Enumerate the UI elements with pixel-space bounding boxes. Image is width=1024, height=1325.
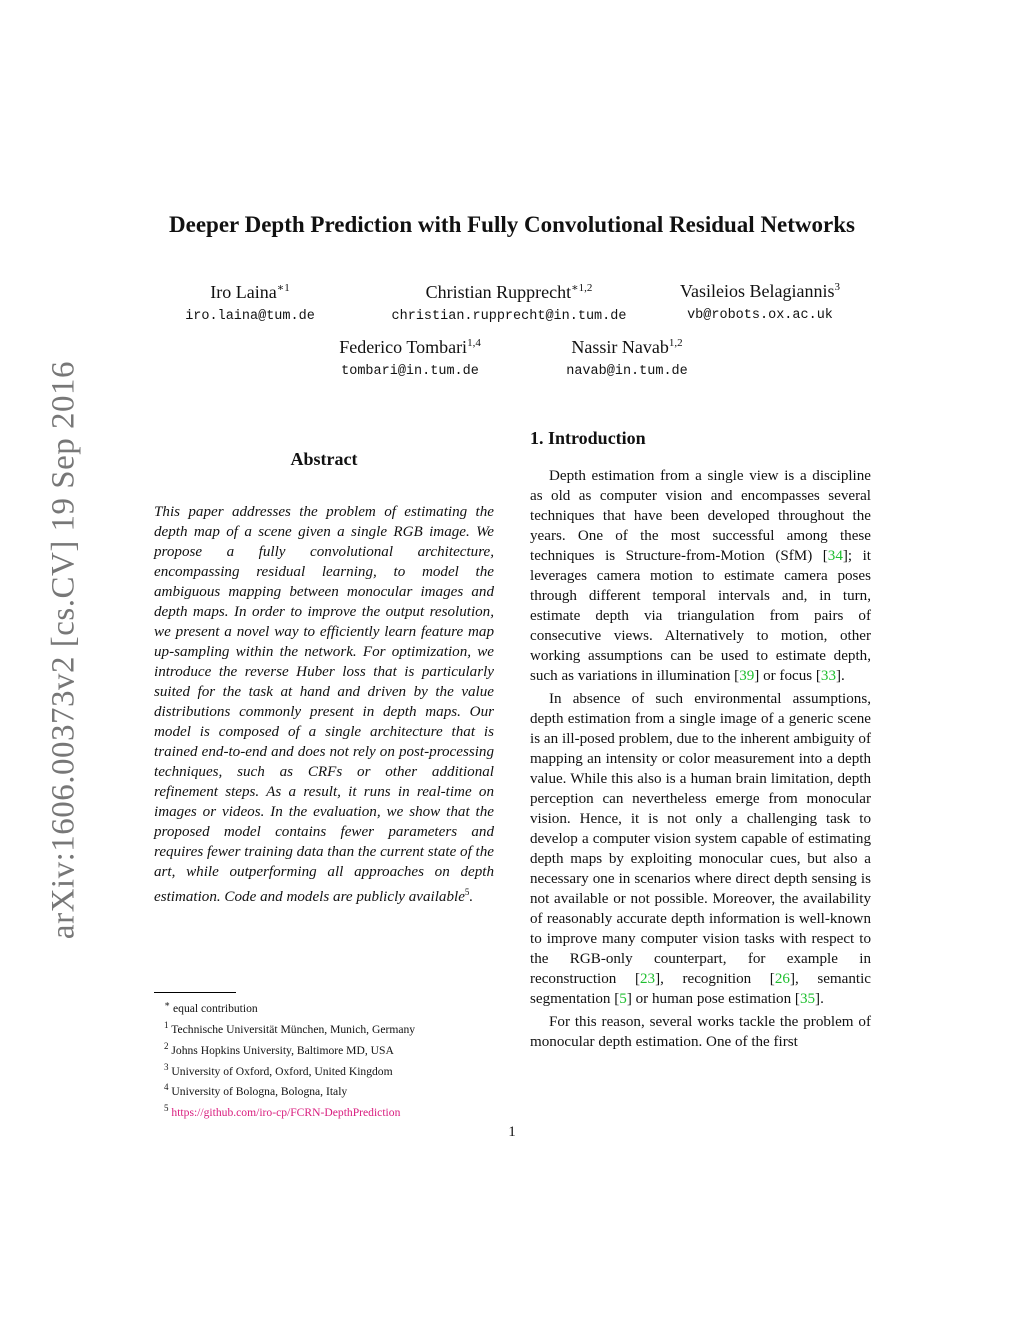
footnote: ∗ equal contribution [164, 999, 258, 1015]
abstract-text: This paper addresses the problem of estimating the depth map of a scene given a single RGB image. We propose a fully convolutional architecture, encompassing residual learning, to model the ambiguous mapping between monocular images and depth maps. In order to improve the output resolution, we present a novel way to efficiently learn feature map up-sampling within the network. For optimization, we introduce the reverse Huber loss that is particularly suited for the task at hand and driven by the value distributions commonly present in depth maps. Our model is composed of a single architecture that is trained end-to-end and does not rely on post-processing techniques, such as CRFs or other additional refinement steps. As a result, it runs in real-time on images or videos. In the evaluation, we show that the proposed model contains fewer parameters and requires fewer training data than the current state of the art, while outperforming all approaches on depth estimation. Code and models are publicly available$^5$. [154, 504, 494, 906]
citation-link[interactable]: 35 [799, 991, 816, 1007]
footnote: $^2$ Johns Hopkins University, Baltimore MD, USA [164, 1040, 394, 1057]
author-block-3 [650, 281, 870, 323]
author-block-5 [527, 337, 727, 379]
introduction-body [530, 466, 871, 1055]
paragraph: For this reason, several works tackle the problem of monocular depth estimation. One of the first [530, 1014, 871, 1050]
footnote-ref[interactable]: 5 [464, 887, 470, 897]
footnote: $^1$ Technische Universität München, Munich, Germany [164, 1019, 416, 1036]
author-email[interactable]: navab@in.tum.de [566, 364, 688, 379]
citation-link[interactable]: 33 [820, 668, 837, 684]
paragraph: In absence of such environmental assumptions, depth estimation from a single image of a generic scene is an ill-posed problem, due to the inherent ambiguity of mapping an intensity or color measurement into a depth value. While this also is a human brain limitation, depth perception can nevertheless emerge from monocular vision. Hence, it is not only a challenging task to develop a computer vision system capable of estimating depth maps by exploiting monocular cues, but also a necessary one in scenarios where direct depth sensing is not available or not possible. Moreover, the availability of reasonably accurate depth information is well-known to improve many computer vision tasks with respect to the RGB-only counterpart, for example in reconstruction [23], recognition [26], semantic segmentation [5] or human pose estimation [35]. [530, 691, 871, 1007]
author-name: Federico Tombari$^{1,4}$ [339, 337, 481, 357]
author-email[interactable]: christian.rupprecht@in.tum.de [391, 309, 627, 324]
paragraph: Depth estimation from a single view is a discipline as old as computer vision and encompasses several techniques that have been developed throughout the years. One of the most successful among these techniques is Structure-from-Motion (SfM) [34]; it leverages camera motion to estimate camera poses through different temporal intervals and, in turn, estimate depth via triangulation from pairs of consecutive views. Alternatively to motion, other working assumptions can be used to estimate depth, such as variations in illumination [39] or focus [33]. [530, 468, 871, 684]
footnotes [164, 996, 494, 1121]
author-name: Iro Laina$^{∗1}$ [210, 282, 290, 302]
paper-title: Deeper Depth Prediction with Fully Convolutional Residual Networks [169, 212, 855, 237]
footnote: $^5$ https://github.com/iro-cp/FCRN-DepthPrediction [164, 1103, 401, 1120]
footnote: $^4$ University of Bologna, Bologna, Italy [164, 1082, 348, 1099]
author-email[interactable]: tombari@in.tum.de [341, 364, 479, 379]
code-link[interactable]: https://github.com/iro-cp/FCRN-DepthPrediction [171, 1106, 401, 1120]
citation-link[interactable]: 5 [619, 991, 627, 1007]
footnote: $^3$ University of Oxford, Oxford, United Kingdom [164, 1061, 393, 1078]
citation-link[interactable]: 39 [739, 668, 755, 684]
citation-link[interactable]: 23 [639, 971, 656, 987]
author-email[interactable]: iro.laina@tum.de [185, 309, 315, 324]
citation-link[interactable]: 34 [827, 548, 843, 564]
arxiv-sidebar-stamp: arXiv:1606.00373v2 [cs.CV] 19 Sep 2016 [45, 360, 82, 940]
footnote-rule [154, 992, 236, 993]
author-name: Vasileios Belagiannis$^3$ [680, 281, 840, 301]
author-email[interactable]: vb@robots.ox.ac.uk [687, 308, 833, 323]
author-block-4 [310, 337, 510, 379]
author-name: Christian Rupprecht$^{∗1,2}$ [425, 282, 593, 302]
author-name: Nassir Navab$^{1,2}$ [571, 337, 683, 357]
abstract-heading: Abstract [290, 449, 358, 469]
author-block-2 [354, 281, 664, 324]
page-number: 1 [508, 1124, 516, 1140]
section-heading-introduction: 1. Introduction [530, 428, 646, 448]
citation-link[interactable]: 26 [774, 971, 790, 987]
author-block-1 [150, 281, 350, 324]
